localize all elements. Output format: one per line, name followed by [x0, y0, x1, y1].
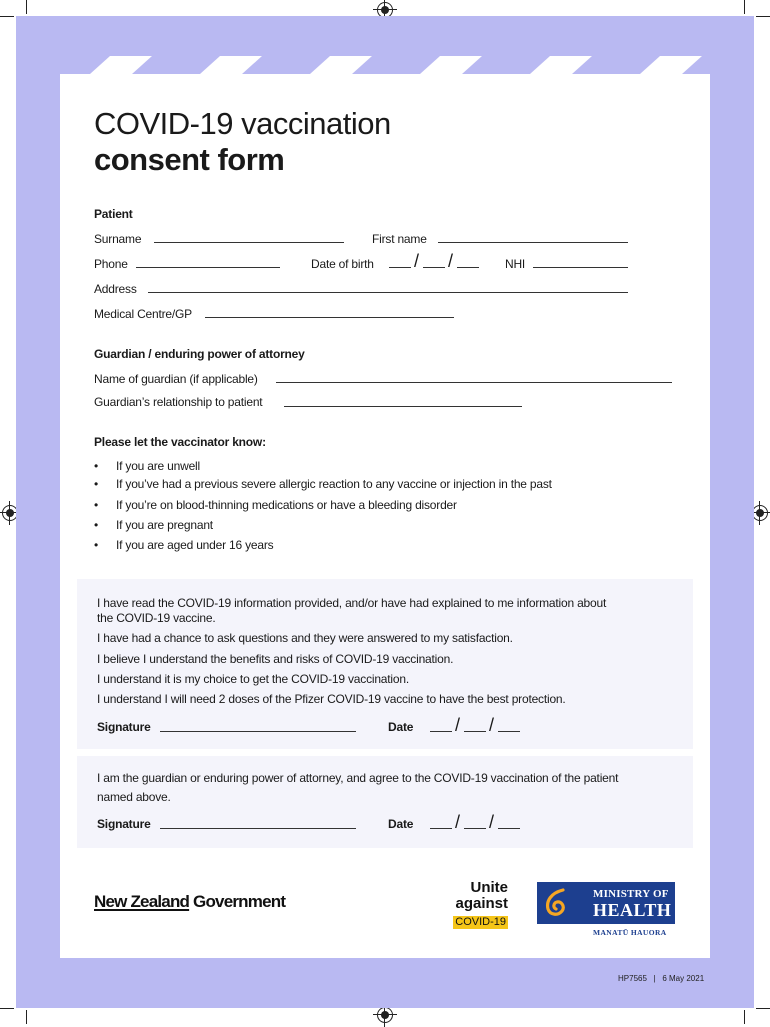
- list-item: • If you are unwell: [94, 459, 200, 473]
- guardian-name-label: Name of guardian (if applicable): [94, 372, 258, 386]
- consent-statement: I believe I understand the benefits and risks of COVID-19 vaccination.: [97, 652, 454, 666]
- consent-statement: I have had a chance to ask questions and they were answered to my satisfaction.: [97, 631, 513, 645]
- vaccinator-heading: Please let the vaccinator know:: [94, 435, 266, 449]
- first-name-field[interactable]: [438, 242, 628, 243]
- medical-centre-field[interactable]: [205, 317, 454, 318]
- patient-heading: Patient: [94, 207, 133, 221]
- surname-label: Surname: [94, 232, 142, 246]
- registration-mark-icon: [377, 1007, 393, 1023]
- guardian-name-field[interactable]: [276, 382, 672, 383]
- trim-mark: [756, 1008, 770, 1009]
- nhi-field[interactable]: [533, 267, 628, 268]
- trim-mark: [26, 1010, 27, 1024]
- stripe-decoration: [60, 56, 710, 74]
- registration-mark-icon: [752, 505, 768, 521]
- guardian-heading: Guardian / enduring power of attorney: [94, 347, 305, 361]
- trim-mark: [26, 0, 27, 14]
- surname-field[interactable]: [154, 242, 344, 243]
- form-subtitle: consent form: [94, 142, 285, 177]
- nz-government-logo: New Zealand Government: [94, 892, 286, 911]
- unite-against-covid-logo: Unite against COVID-19: [455, 879, 508, 928]
- dob-day-field[interactable]: [389, 267, 411, 268]
- trim-mark: [0, 16, 14, 17]
- list-item: • If you’re on blood-thinning medications or have a bleeding disorder: [94, 498, 457, 512]
- date-separator: /: [455, 812, 461, 832]
- phone-field[interactable]: [136, 267, 280, 268]
- phone-label: Phone: [94, 257, 128, 271]
- trim-mark: [744, 0, 745, 14]
- stripe: [90, 56, 152, 74]
- date-separator: /: [489, 812, 495, 832]
- dob-separator: /: [414, 251, 420, 271]
- list-item: • If you are pregnant: [94, 518, 213, 532]
- date-month-field[interactable]: [464, 731, 486, 732]
- dob-label: Date of birth: [311, 257, 374, 271]
- koru-icon: [543, 887, 569, 917]
- list-item: • If you are aged under 16 years: [94, 538, 274, 552]
- consent-statement: I understand I will need 2 doses of the Pfizer COVID-19 vaccine to have the best protection.: [97, 692, 566, 706]
- signature-field[interactable]: [160, 731, 356, 732]
- guardian-date-day-field[interactable]: [430, 828, 452, 829]
- moh-title-line2: HEALTH: [593, 900, 672, 920]
- guardian-relationship-field[interactable]: [284, 406, 522, 407]
- form-title: COVID-19 vaccination: [94, 106, 391, 141]
- guardian-signature-label: Signature: [97, 817, 151, 831]
- medical-centre-label: Medical Centre/GP: [94, 307, 192, 321]
- guardian-date-month-field[interactable]: [464, 828, 486, 829]
- stripe: [530, 56, 592, 74]
- moh-title-line1: MINISTRY OF: [593, 888, 669, 900]
- date-separator: /: [455, 715, 461, 735]
- trim-mark: [744, 1010, 745, 1024]
- guardian-date-label: Date: [388, 817, 414, 831]
- guardian-signature-field[interactable]: [160, 828, 356, 829]
- consent-statement: I have read the COVID-19 information provided, and/or have had explained to me information about: [97, 596, 607, 610]
- dob-separator: /: [448, 251, 454, 271]
- consent-statement: the COVID-19 vaccine.: [97, 611, 216, 625]
- guardian-consent-statement: I am the guardian or enduring power of attorney, and agree to the COVID-19 vaccination of the patient: [97, 771, 619, 785]
- guardian-relationship-label: Guardian’s relationship to patient: [94, 395, 263, 409]
- stripe: [420, 56, 482, 74]
- date-day-field[interactable]: [430, 731, 452, 732]
- list-item: • If you’ve had a previous severe allergic reaction to any vaccine or injection in the past: [94, 477, 552, 491]
- ministry-of-health-logo: [537, 882, 675, 924]
- guardian-consent-statement: named above.: [97, 790, 171, 804]
- nhi-label: NHI: [505, 257, 526, 271]
- dob-month-field[interactable]: [423, 267, 445, 268]
- stripe: [310, 56, 372, 74]
- first-name-label: First name: [372, 232, 427, 246]
- date-separator: /: [489, 715, 495, 735]
- stripe: [200, 56, 262, 74]
- date-year-field[interactable]: [498, 731, 520, 732]
- signature-label: Signature: [97, 720, 151, 734]
- date-label: Date: [388, 720, 414, 734]
- guardian-date-year-field[interactable]: [498, 828, 520, 829]
- address-field[interactable]: [148, 292, 628, 293]
- consent-statement: I understand it is my choice to get the COVID-19 vaccination.: [97, 672, 409, 686]
- moh-subtitle: MANATŪ HAUORA: [593, 928, 667, 937]
- dob-year-field[interactable]: [457, 267, 479, 268]
- address-label: Address: [94, 282, 137, 296]
- trim-mark: [756, 16, 770, 17]
- trim-mark: [0, 1008, 14, 1009]
- stripe: [640, 56, 702, 74]
- footer-reference: HP7565 | 6 May 2021: [618, 974, 705, 983]
